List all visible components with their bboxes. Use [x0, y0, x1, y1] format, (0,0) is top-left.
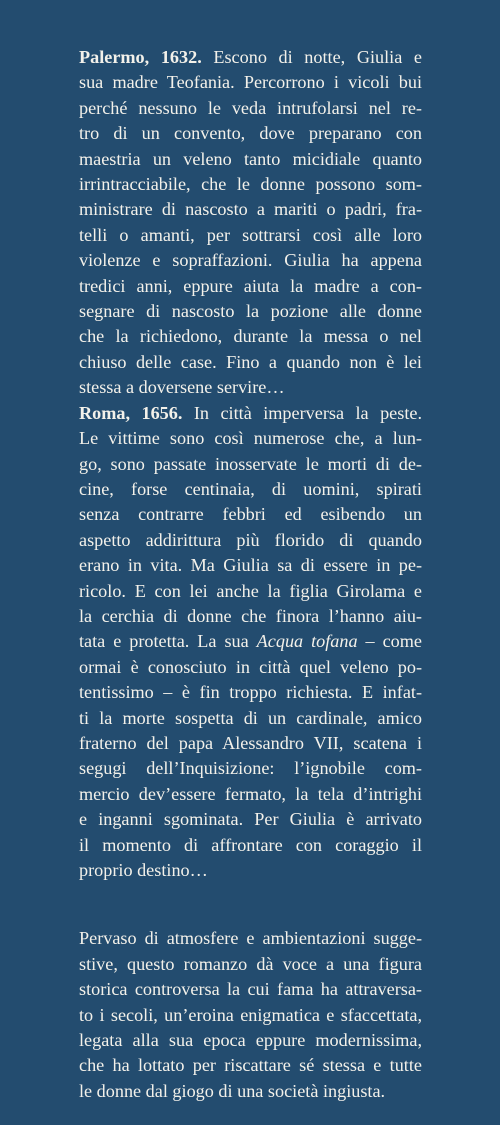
section2-line-18: proprio destino… [79, 860, 208, 880]
section1-line-11: che la richiedono, durante la messa o nel [79, 326, 422, 347]
section2-line-0 [79, 401, 422, 426]
section1-line-1: sua madre Teofania. Percorrono i vicoli bui [79, 72, 422, 93]
section1-line-4: maestria un veleno tanto micidiale quanto [79, 148, 422, 169]
section3-line-0: Pervaso di atmosfere e ambientazioni sugge- [79, 928, 422, 949]
section2-line-10: ormai è conosciuto in città quel veleno po- [79, 656, 422, 677]
section1-line-10: segnare di nascosto la pozione alle donne [79, 301, 422, 322]
section2-line-13: fraterno del papa Alessandro VII, scatena i [79, 732, 422, 753]
blurb-text [79, 45, 422, 1104]
section2-line-16: e inganni sgominata. Per Giulia è arrivato [79, 809, 422, 830]
section2-line-4: senza contrarre febbri ed esibendo un [79, 504, 422, 525]
paragraph-spacer [79, 883, 422, 926]
section1-line-9: tredici anni, eppure aiuta la madre a con- [79, 275, 422, 296]
section1-lead: Palermo, 1632. [79, 47, 202, 67]
section2-lead: Roma, 1656. [79, 402, 183, 423]
section1-line-0-text: Escono di notte, Giulia e [201, 47, 422, 67]
section2-line-2: go, sono passate inosservate le morti di de- [79, 453, 422, 474]
section2-line-8: la cerchia di donne che finora l’hanno aiu- [79, 605, 422, 626]
section1-line-3: tro di un convento, dove preparano con [79, 123, 422, 144]
section2-line-9 [79, 629, 422, 654]
section2-line-11: tentissimo – è fin troppo richiesta. E infat- [79, 682, 422, 703]
section1-line-13: stessa a doversene servire… [79, 377, 285, 398]
section3-line-1: stive, questo romanzo dà voce a una figura [79, 953, 422, 974]
section2-line-9-pre: tata e protetta. La sua [79, 631, 257, 652]
section2-line-0-text: In città imperversa la peste. [182, 402, 422, 423]
section1-line-5: irrintracciabile, che le donne possono som- [79, 174, 422, 195]
section2-line-1: Le vittime sono così numerose che, a lun- [79, 428, 422, 449]
section3-line-3: to i secoli, un’eroina enigmatica e sfaccettata, [79, 1004, 422, 1025]
section2-line-6: erano in vita. Ma Giulia sa di essere in pe- [79, 555, 422, 576]
section2-line-5: aspetto addirittura più florido di quando [79, 529, 422, 550]
section2-line-15: mercio dev’essere fermato, la tela d’intrighi [79, 783, 422, 804]
book-title-acqua-tofana: Acqua tofana [256, 631, 358, 652]
section2-line-17: il momento di affrontare con coraggio il [79, 834, 422, 855]
section2-line-3: cine, forse centinaia, di uomini, spirati [79, 478, 422, 499]
section3-line-2: storica controversa la cui fama ha attraversa- [79, 979, 422, 1000]
section2-line-7: ricolo. E con lei anche la figlia Girolama e [79, 580, 422, 601]
section3-line-5: che ha lottato per riscattare sé stessa e tutte [79, 1055, 422, 1076]
section2-line-14: segugi dell’Inquisizione: l’ignobile com- [79, 758, 422, 779]
section1-line-12: chiuso delle case. Fino a quando non è lei [79, 351, 422, 372]
section1-line-7: telli o amanti, per sottrarsi così alle loro [79, 224, 422, 245]
section3-line-4: legata alla sua epoca eppure modernissima, [79, 1030, 422, 1051]
section2-line-9-post: – come [357, 631, 422, 652]
section1-line-0 [79, 45, 422, 70]
section1-line-2: perché nessuno le veda intrufolarsi nel re- [79, 97, 422, 118]
section2-line-12: ti la morte sospetta di un cardinale, amico [79, 707, 422, 728]
section1-line-8: violenze e sopraffazioni. Giulia ha appena [79, 250, 422, 271]
section1-line-6: ministrare di nascosto a mariti o padri, fra- [79, 199, 422, 220]
section3-line-6: le donne dal giogo di una società ingiusta. [79, 1080, 386, 1101]
